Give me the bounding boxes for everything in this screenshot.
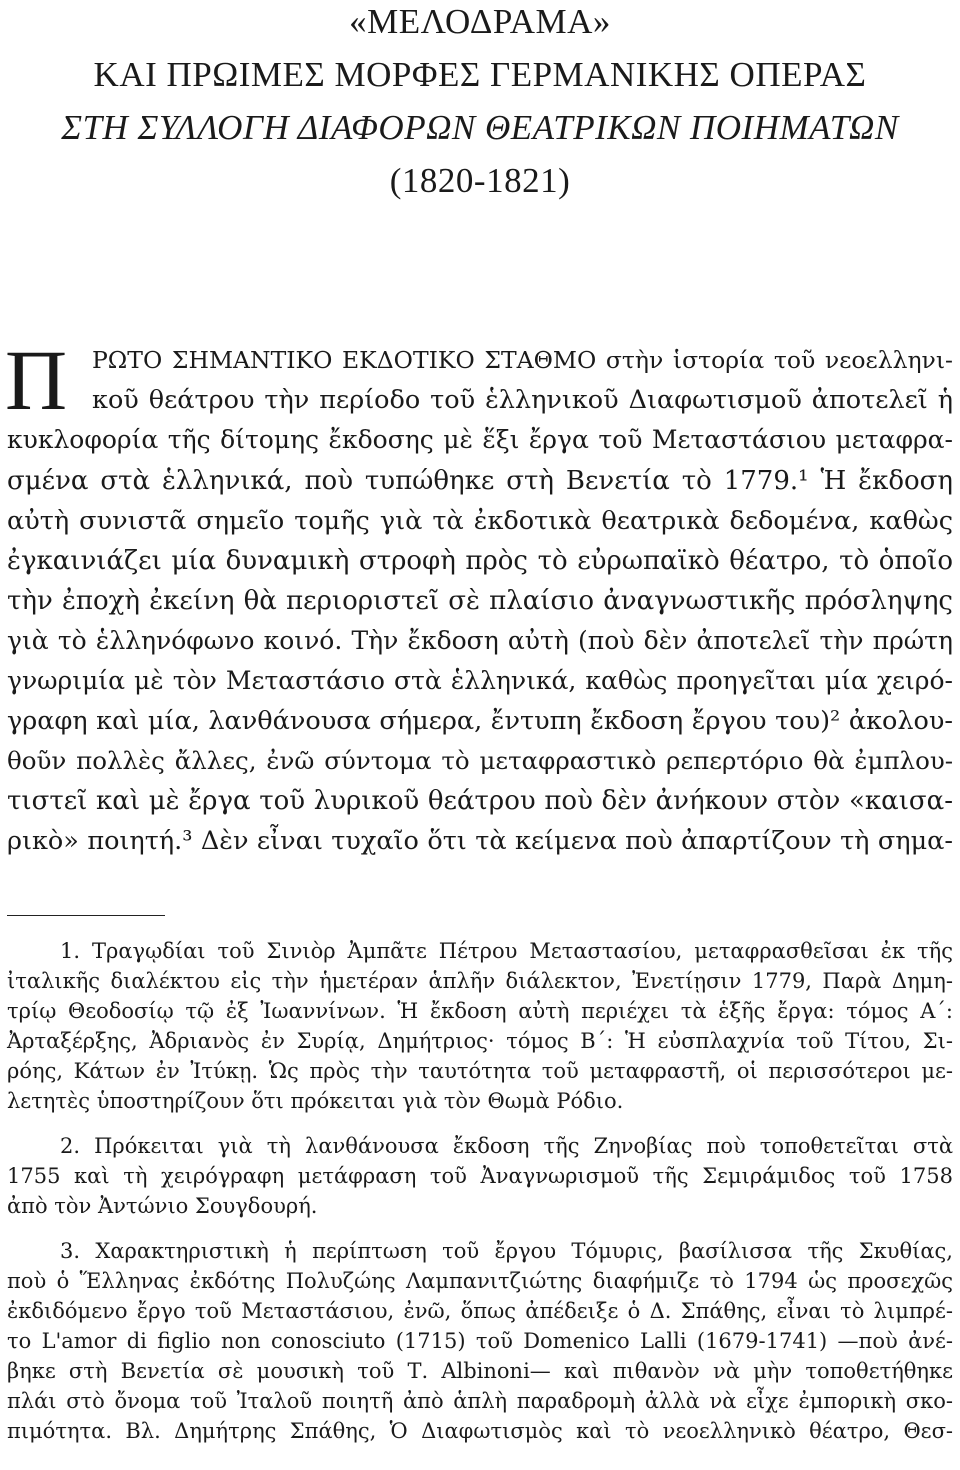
body-line: ἐγκαινιάζει μία δυναμικὴ στροφὴ πρὸς τὸ εὐρωπαϊκὸ θέατρο, τὸ ὁποῖο — [7, 546, 953, 576]
footnote-line: 2. Πρόκειται γιὰ τὴ λανθάνουσα ἔκδοση τῆς Ζηνοβίας ποὺ τοποθετεῖται στὰ — [60, 1134, 953, 1158]
body-line: θοῦν πολλὲς ἄλλες, ἐνῶ σύντομα τὸ μεταφραστικὸ ρεπερτόριο θὰ ἐμπλου- — [7, 746, 953, 775]
title-line-2: ΚΑΙ ΠΡΩΙΜΕΣ ΜΟΡΦΕΣ ΓΕΡΜΑΝΙΚΗΣ ΟΠΕΡΑΣ — [93, 55, 867, 94]
footnote-line: πιμότητα. Βλ. Δημήτρης Σπάθης, Ὁ Διαφωτισμὸς καὶ τὸ νεοελληνικὸ θέατρο, Θεσ- — [7, 1419, 953, 1443]
body-line: ρικὸ» ποιητή.³ Δὲν εἶναι τυχαῖο ὅτι τὰ κείμενα ποὺ ἀπαρτίζουν τὴ σημα- — [7, 826, 953, 856]
footnote-line: ἀπὸ τὸν Ἀντώνιο Σουγδουρή. — [7, 1194, 318, 1218]
body-line: κυκλοφορία τῆς δίτομης ἔκδοσης μὲ ἕξι ἔργα τοῦ Μεταστάσιου μεταφρα- — [7, 425, 953, 454]
body-line: γραφη καὶ μία, λανθάνουσα σήμερα, ἔντυπη ἔκδοση ἔργου του)² ἀκολου- — [7, 706, 953, 736]
title-line-3: ΣΤΗ ΣΥΛΛΟΓΗ ΔΙΑΦΟΡΩΝ ΘΕΑΤΡΙΚΩΝ ΠΟΙΗΜΑΤΩΝ — [61, 108, 899, 147]
body-line: γιὰ τὸ ἑλληνόφωνο κοινό. Τὴν ἔκδοση αὐτὴ (ποὺ δὲν ἀποτελεῖ τὴν πρώτη — [7, 626, 953, 655]
footnote-line: το L'amor di figlio non conosciuto (1715) τοῦ Domenico Lalli (1679-1741) —ποὺ ἀνέ- — [7, 1329, 953, 1353]
body-line: τιστεῖ καὶ μὲ ἔργα τοῦ λυρικοῦ θεάτρου ποὺ δὲν ἀνήκουν στὸν «καισα- — [7, 786, 953, 816]
drop-cap: Π — [5, 332, 68, 428]
footnote-line: ποὺ ὁ Ἕλληνας ἐκδότης Πολυζώης Λαμπανιτζιώτης διαφήμιζε τὸ 1794 ὡς προσεχῶς — [7, 1269, 953, 1293]
body-line: αὐτὴ συνιστᾶ σημεῖο τομῆς γιὰ τὰ ἐκδοτικὰ θεατρικὰ δεδομένα, καθὼς — [7, 506, 953, 536]
footnote-line: πλάι στὸ ὄνομα τοῦ Ἰταλοῦ ποιητῆ ἀπὸ ἁπλὴ παραδρομὴ ἀλλὰ νὰ εἶχε ἐμπορικὴ σκο- — [7, 1389, 953, 1413]
footnote-line: 3. Χαρακτηριστικὴ ἡ περίπτωση τοῦ ἔργου Τόμυρις, βασίλισσα τῆς Σκυθίας, — [60, 1239, 953, 1263]
footnote-line: τρίῳ Θεοδοσίῳ τῷ ἐξ Ἰωαννίνων. Ἡ ἔκδοση αὐτὴ περιέχει τὰ ἑξῆς ἔργα: τόμος Α΄: — [7, 999, 953, 1023]
footnote-line: λετητὲς ὑποστηρίζουν ὅτι πρόκειται γιὰ τὸν Θωμὰ Ρόδιο. — [7, 1089, 624, 1113]
footnote-line: Ἀρταξέρξης, Ἀδριανὸς ἐν Συρίᾳ, Δημήτριος· τόμος Β΄: Ἡ εὐσπλαχνία τοῦ Τίτου, Σι- — [7, 1029, 953, 1053]
title-line-1: «ΜΕΛΟΔΡΑΜΑ» — [349, 2, 611, 41]
footnote-line: ἐκδιδόμενο ἔργο τοῦ Μεταστάσιου, ἐνῶ, ὅπως ἀπέδειξε ὁ Δ. Σπάθης, εἶναι τὸ λιμπρέ- — [7, 1299, 953, 1323]
footnote-line: βηκε στὴ Βενετία σὲ μουσικὴ τοῦ Τ. Albinoni— καὶ πιθανὸν νὰ μὴν τοποθετήθηκε — [7, 1359, 953, 1383]
body-line: τὴν ἐποχὴ ἐκείνη θὰ περιοριστεῖ σὲ πλαίσιο ἀναγνωστικῆς πρόσληψης — [7, 586, 953, 616]
footnote-line: ρόης, Κάτων ἐν Ἰτύκῃ. Ὡς πρὸς τὴν ταυτότητα τοῦ μεταφραστῆ, οἱ περισσότεροι με- — [7, 1059, 953, 1083]
footnote-line: 1. Τραγῳδίαι τοῦ Σινιὸρ Ἀμπᾶτε Πέτρου Μεταστασίου, μεταφρασθεῖσαι ἐκ τῆς — [60, 939, 953, 963]
body-line: σμένα στὰ ἑλληνικά, ποὺ τυπώθηκε στὴ Βενετία τὸ 1779.¹ Ἡ ἔκδοση — [7, 466, 953, 496]
footnote-line: 1755 καὶ τὴ χειρόγραφη μετάφραση τοῦ Ἀναγνωρισμοῦ τῆς Σεμιράμιδος τοῦ 1758 — [7, 1164, 953, 1188]
body-line: ΡΩΤΟ ΣΗΜΑΝΤΙΚΟ ΕΚΔΟΤΙΚΟ ΣΤΑΘΜΟ στὴν ἱστορία τοῦ νεοελληνι- — [92, 346, 953, 374]
footnote-line: ἰταλικῆς διαλέκτου εἰς τὴν ἡμετέραν ἁπλῆν διάλεκτον, Ἐνετίῃσιν 1779, Παρὰ Δημη- — [7, 969, 953, 993]
body-line: γνωριμία μὲ τὸν Μεταστάσιο στὰ ἑλληνικά, καθὼς προηγεῖται μία χειρό- — [7, 666, 953, 695]
footnote-rule — [7, 915, 165, 916]
body-line: κοῦ θεάτρου τὴν περίοδο τοῦ ἑλληνικοῦ Διαφωτισμοῦ ἀποτελεῖ ἡ — [92, 385, 953, 415]
title-line-4: (1820-1821) — [389, 161, 571, 200]
